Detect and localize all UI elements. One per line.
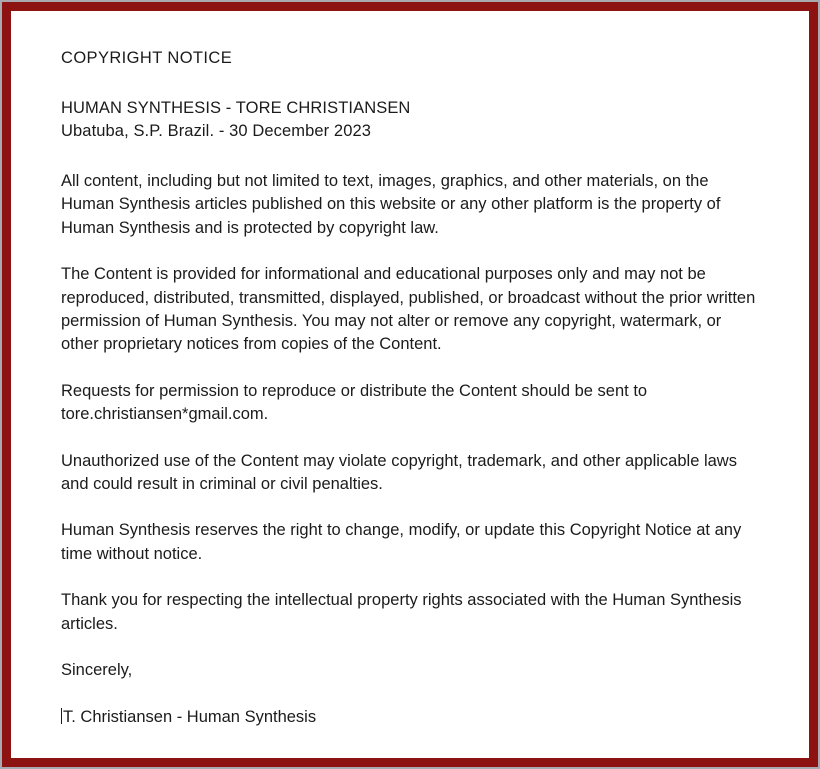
paragraph-1: All content, including but not limited to text, images, graphics, and other materials, on the Human Synthesis articles published on this website or any other platform is the property of Human Synthesis and is protected by copyright law. (61, 171, 721, 237)
signature (61, 706, 757, 729)
author-location-date: Ubatuba, S.P. Brazil. - 30 December 2023 (61, 122, 372, 141)
document-body (12, 12, 808, 757)
author-name: HUMAN SYNTHESIS - TORE CHRISTIANSEN (61, 99, 411, 117)
sign-off: Sincerely, (61, 661, 133, 680)
paragraph-3: Requests for permission to reproduce or distribute the Content should be sent to tore.christiansen*gmail.com. (61, 381, 648, 424)
red-border (2, 2, 818, 767)
author-block (61, 97, 757, 144)
text-caret (61, 708, 62, 724)
paragraph-4: Unauthorized use of the Content may violate copyright, trademark, and other applicable laws and could result in criminal or civil penalties. (61, 451, 737, 494)
signature-text: T. Christiansen - Human Synthesis (63, 707, 317, 726)
paragraph-2: The Content is provided for informational and educational purposes only and may not be reproduced, distributed, transmitted, displayed, published, or broadcast without the prior written permission of Human Synthesis. You may not alter or remove any copyright, watermark, or other proprietary notices from copies of the Content. (61, 265, 756, 354)
paragraph-5: Human Synthesis reserves the right to change, modify, or update this Copyright Notice at any time without notice. (61, 521, 742, 563)
page-title: COPYRIGHT NOTICE (61, 49, 233, 67)
paragraph-6: Thank you for respecting the intellectual property rights associated with the Human Synthesis articles. (61, 591, 742, 633)
